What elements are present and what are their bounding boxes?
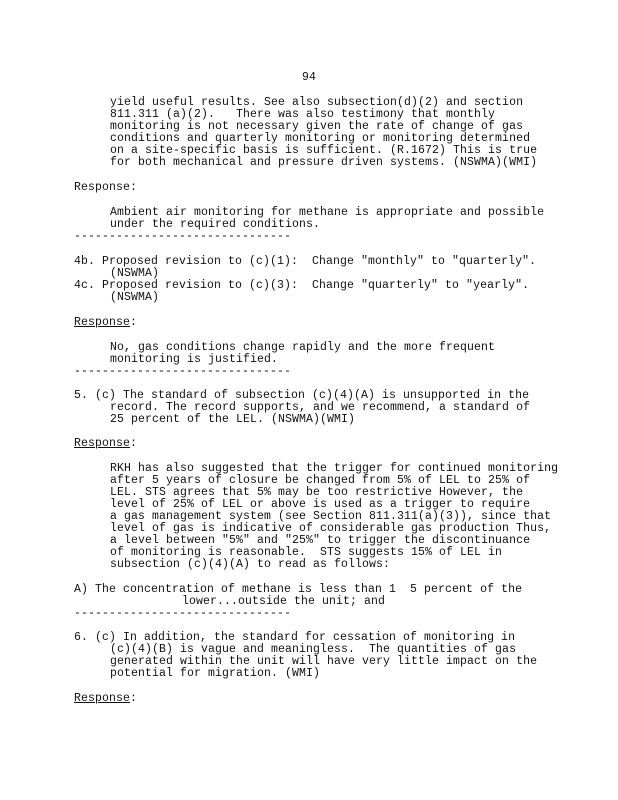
comment-line: 811.311 (a)(2). There was also testimony that monthly — [110, 108, 496, 121]
comment-line: (c)(4)(B) is vague and meaningless. The quantities of gas — [110, 643, 517, 656]
comment-line: monitoring is not necessary given the rate of change of gas — [110, 120, 524, 133]
response-line: RKH has also suggested that the trigger for continued monitoring — [110, 462, 559, 475]
response-heading — [74, 693, 137, 705]
response-heading — [74, 182, 137, 194]
response-label: Response — [74, 692, 131, 705]
response-label: Response — [74, 181, 131, 194]
separator: ------------------------------- — [74, 365, 292, 378]
comment-line: (NSWMA) — [110, 267, 160, 280]
response-colon: : — [130, 437, 138, 450]
proposed-text-line: A) The concentration of methane is less than 1 5 percent of the — [74, 583, 523, 596]
response-line: subsection (c)(4)(A) to read as follows: — [110, 558, 391, 571]
response-line: level of 25% of LEL or above is used as a trigger to require — [110, 498, 531, 511]
response-line: a level between "5%" and "25%" to trigger the discontinuance — [110, 534, 531, 547]
separator: ------------------------------- — [74, 230, 292, 243]
comment-line: record. The record supports, and we recommend, a standard of — [110, 401, 531, 414]
response-colon: : — [130, 692, 138, 705]
response-line: after 5 years of closure be changed from 5% of LEL to 25% of — [110, 474, 531, 487]
proposed-text-line: lower...outside the unit; and — [182, 595, 386, 608]
response-label: Response — [74, 437, 131, 450]
page-number: 94 — [302, 71, 317, 84]
response-heading — [74, 317, 137, 329]
response-line: No, gas conditions change rapidly and the more frequent — [110, 341, 496, 354]
response-line: monitoring is justified. — [110, 353, 279, 366]
comment-line: conditions and quarterly monitoring or monitoring determined — [110, 132, 531, 145]
response-line: LEL. STS agrees that 5% may be too restrictive However, the — [110, 486, 524, 499]
comment-line: 25 percent of the LEL. (NSWMA)(WMI) — [110, 413, 356, 426]
comment-line: yield useful results. See also subsection(d)(2) and section — [110, 96, 524, 109]
comment-line: (NSWMA) — [110, 291, 160, 304]
response-line: a gas management system (see Section 811.311(a)(3)), since that — [110, 510, 552, 523]
comment-line: potential for migration. (WMI) — [110, 667, 321, 680]
response-line: Ambient air monitoring for methane is appropriate and possible — [110, 206, 545, 219]
comment-line: 6. (c) In addition, the standard for cessation of monitoring in — [74, 631, 516, 644]
response-line: under the required conditions. — [110, 218, 321, 231]
comment-line: generated within the unit will have very little impact on the — [110, 655, 538, 668]
comment-line: 5. (c) The standard of subsection (c)(4)(A) is unsupported in the — [74, 389, 530, 402]
response-label: Response — [74, 316, 131, 329]
response-colon: : — [130, 316, 138, 329]
comment-line: on a site-specific basis is sufficient. (R.1672) This is true — [110, 144, 538, 157]
comment-line: 4c. Proposed revision to (c)(3): Change "quarterly" to "yearly". — [74, 279, 530, 292]
comment-line: for both mechanical and pressure driven systems. (NSWMA)(WMI) — [110, 156, 538, 169]
comment-line: 4b. Proposed revision to (c)(1): Change "monthly" to "quarterly". — [74, 255, 537, 268]
response-line: level of gas is indicative of considerable gas production Thus, — [110, 522, 552, 535]
response-line: of monitoring is reasonable. STS suggests 15% of LEL in — [110, 546, 503, 559]
separator: ------------------------------- — [74, 607, 292, 620]
response-heading — [74, 438, 137, 450]
response-colon: : — [130, 181, 138, 194]
